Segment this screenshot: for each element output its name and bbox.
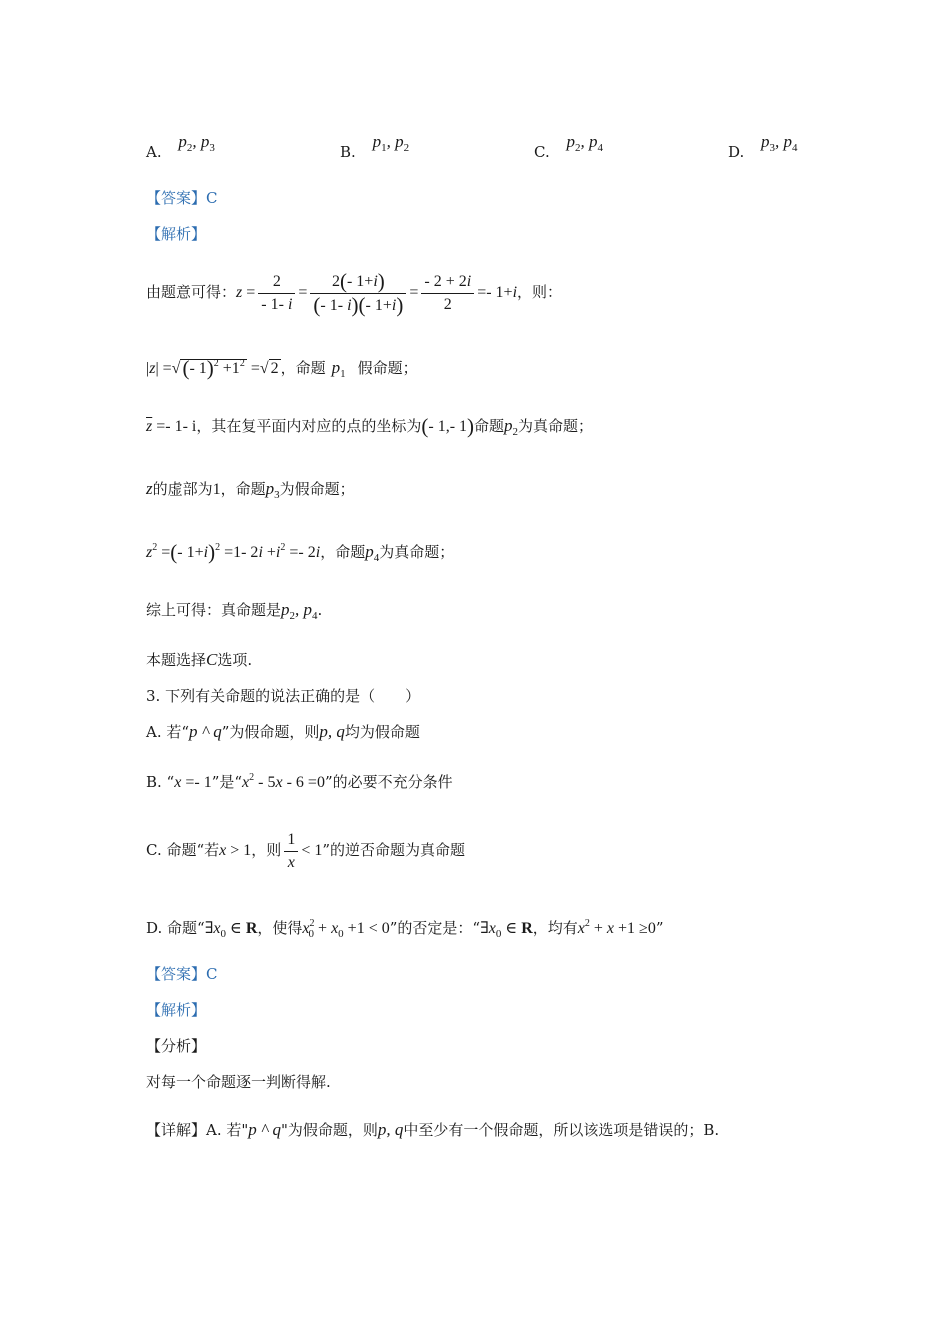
detail-line: 【详解】A. 若"p ^ q"为假命题，则p, q中至少有一个假命题，所以该选项是错误的；B.	[146, 1120, 720, 1139]
para-3: $\overline{z} =- 1-$ i，其在复平面内对应的点的坐标为(- 1,- 1)命题$p_2$为真命题；	[146, 414, 594, 438]
fenxi-text: 对每一个命题逐一判断得解.	[146, 1073, 331, 1091]
option-c-label: C.	[534, 143, 550, 161]
q3-option-d: D. 命题“$\exists x_0$ ∈ R，使得$x^2_0 + x_0 +1 < 0$”的否定是：“$\exists x_0$ ∈ R，均有$x^2 + x +1 \ge 0$”	[146, 918, 664, 940]
option-a	[146, 132, 215, 168]
option-a-math: $p_2$, $p_3$	[178, 132, 215, 154]
para-6: 综上可得：真命题是$p_2$, $p_4$.	[146, 600, 323, 622]
q3-option-b: B. “x =- 1”是“$x^2 - 5x - 6 =0$”的必要不充分条件	[146, 772, 453, 791]
option-a-label: A.	[146, 143, 162, 161]
question-3-title: 3. 下列有关命题的说法正确的是（ ）	[146, 687, 421, 705]
para-4: z的虚部为1，命题$p_3$为假命题；	[146, 479, 355, 501]
para-7: 本题选择C选项.	[146, 650, 253, 669]
option-c	[534, 132, 603, 168]
option-d	[728, 132, 798, 168]
option-c-math: $p_2$, $p_4$	[566, 132, 603, 154]
para-5: $z^2$ =(- 1+i)$^2$ =1- $2i +i^2 =- 2i$，命题$p_4$为真命题；	[146, 540, 455, 564]
answer-label: 【答案】C	[146, 189, 218, 207]
answer2-label: 【答案】C	[146, 965, 218, 983]
option-b-label: B.	[340, 143, 356, 161]
para-1: 由题意可得：z = $\frac{2}{- 1- i}$ = $\frac{2(- 1+i)}{(- 1- i)(- 1+i)}$ = $\frac{- 2 + 2i}{2}$ =- 1+i，则：	[146, 268, 563, 317]
option-b	[340, 132, 410, 168]
option-d-label: D.	[728, 143, 745, 161]
analysis-label: 【解析】	[146, 225, 207, 243]
analysis2-label: 【解析】	[146, 1001, 207, 1019]
q3-option-c: C. 命题“若x > 1，则 $\frac{1}{x}$ < 1”的逆否命题为真命题	[146, 830, 466, 871]
option-b-math: $p_1$, $p_2$	[372, 132, 410, 154]
para-2: |z| =√(- $1)^2 +1^2$ =√ 2 ，命题 $p_1$ 假命题；	[146, 356, 418, 380]
fenxi-label: 【分析】	[146, 1037, 207, 1055]
option-d-math: $p_3$, $p_4$	[761, 132, 798, 154]
q3-option-a: A. 若“p ^ q”为假命题，则p, q均为假命题	[146, 722, 420, 741]
